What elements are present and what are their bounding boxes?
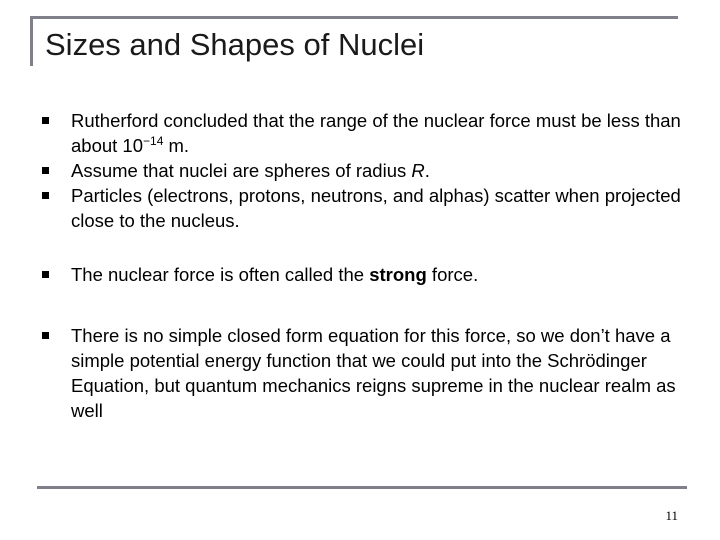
bullet-item (40, 183, 690, 233)
square-bullet-icon (42, 192, 49, 199)
bullet-text-end: . (424, 160, 430, 181)
bullet-text: Particles (electrons, protons, neutrons, and alphas) scatter when projected close to the nucleus. (71, 185, 681, 231)
bullet-text-end: force. (426, 264, 479, 285)
bullet-text: Rutherford concluded that the range of the nuclear force must be less than about 10 (71, 110, 681, 156)
strong-term: strong (369, 264, 427, 285)
bullet-text: Assume that nuclei are spheres of radius (71, 160, 412, 181)
bullet-item (40, 262, 690, 287)
bullet-list (40, 108, 690, 423)
square-bullet-icon (42, 167, 49, 174)
square-bullet-icon (42, 271, 49, 278)
square-bullet-icon (42, 117, 49, 124)
square-bullet-icon (42, 332, 49, 339)
exponent: −14 (143, 134, 164, 148)
bullet-item (40, 108, 690, 158)
footer-divider (37, 486, 687, 489)
bullet-item (40, 158, 690, 183)
bullet-item (40, 323, 690, 423)
bullet-text: There is no simple closed form equation for this force, so we don’t have a simple potential energy function that we could put into the Schrödinger Equation, but quantum mechanics reigns supreme in the nuclear realm as well (71, 325, 676, 421)
bullet-text: The nuclear force is often called the (71, 264, 370, 285)
radius-symbol: R (411, 160, 425, 181)
page-number: 11 (665, 508, 678, 523)
slide-title: Sizes and Shapes of Nuclei (45, 27, 425, 62)
bullet-text-end: m. (163, 135, 190, 156)
